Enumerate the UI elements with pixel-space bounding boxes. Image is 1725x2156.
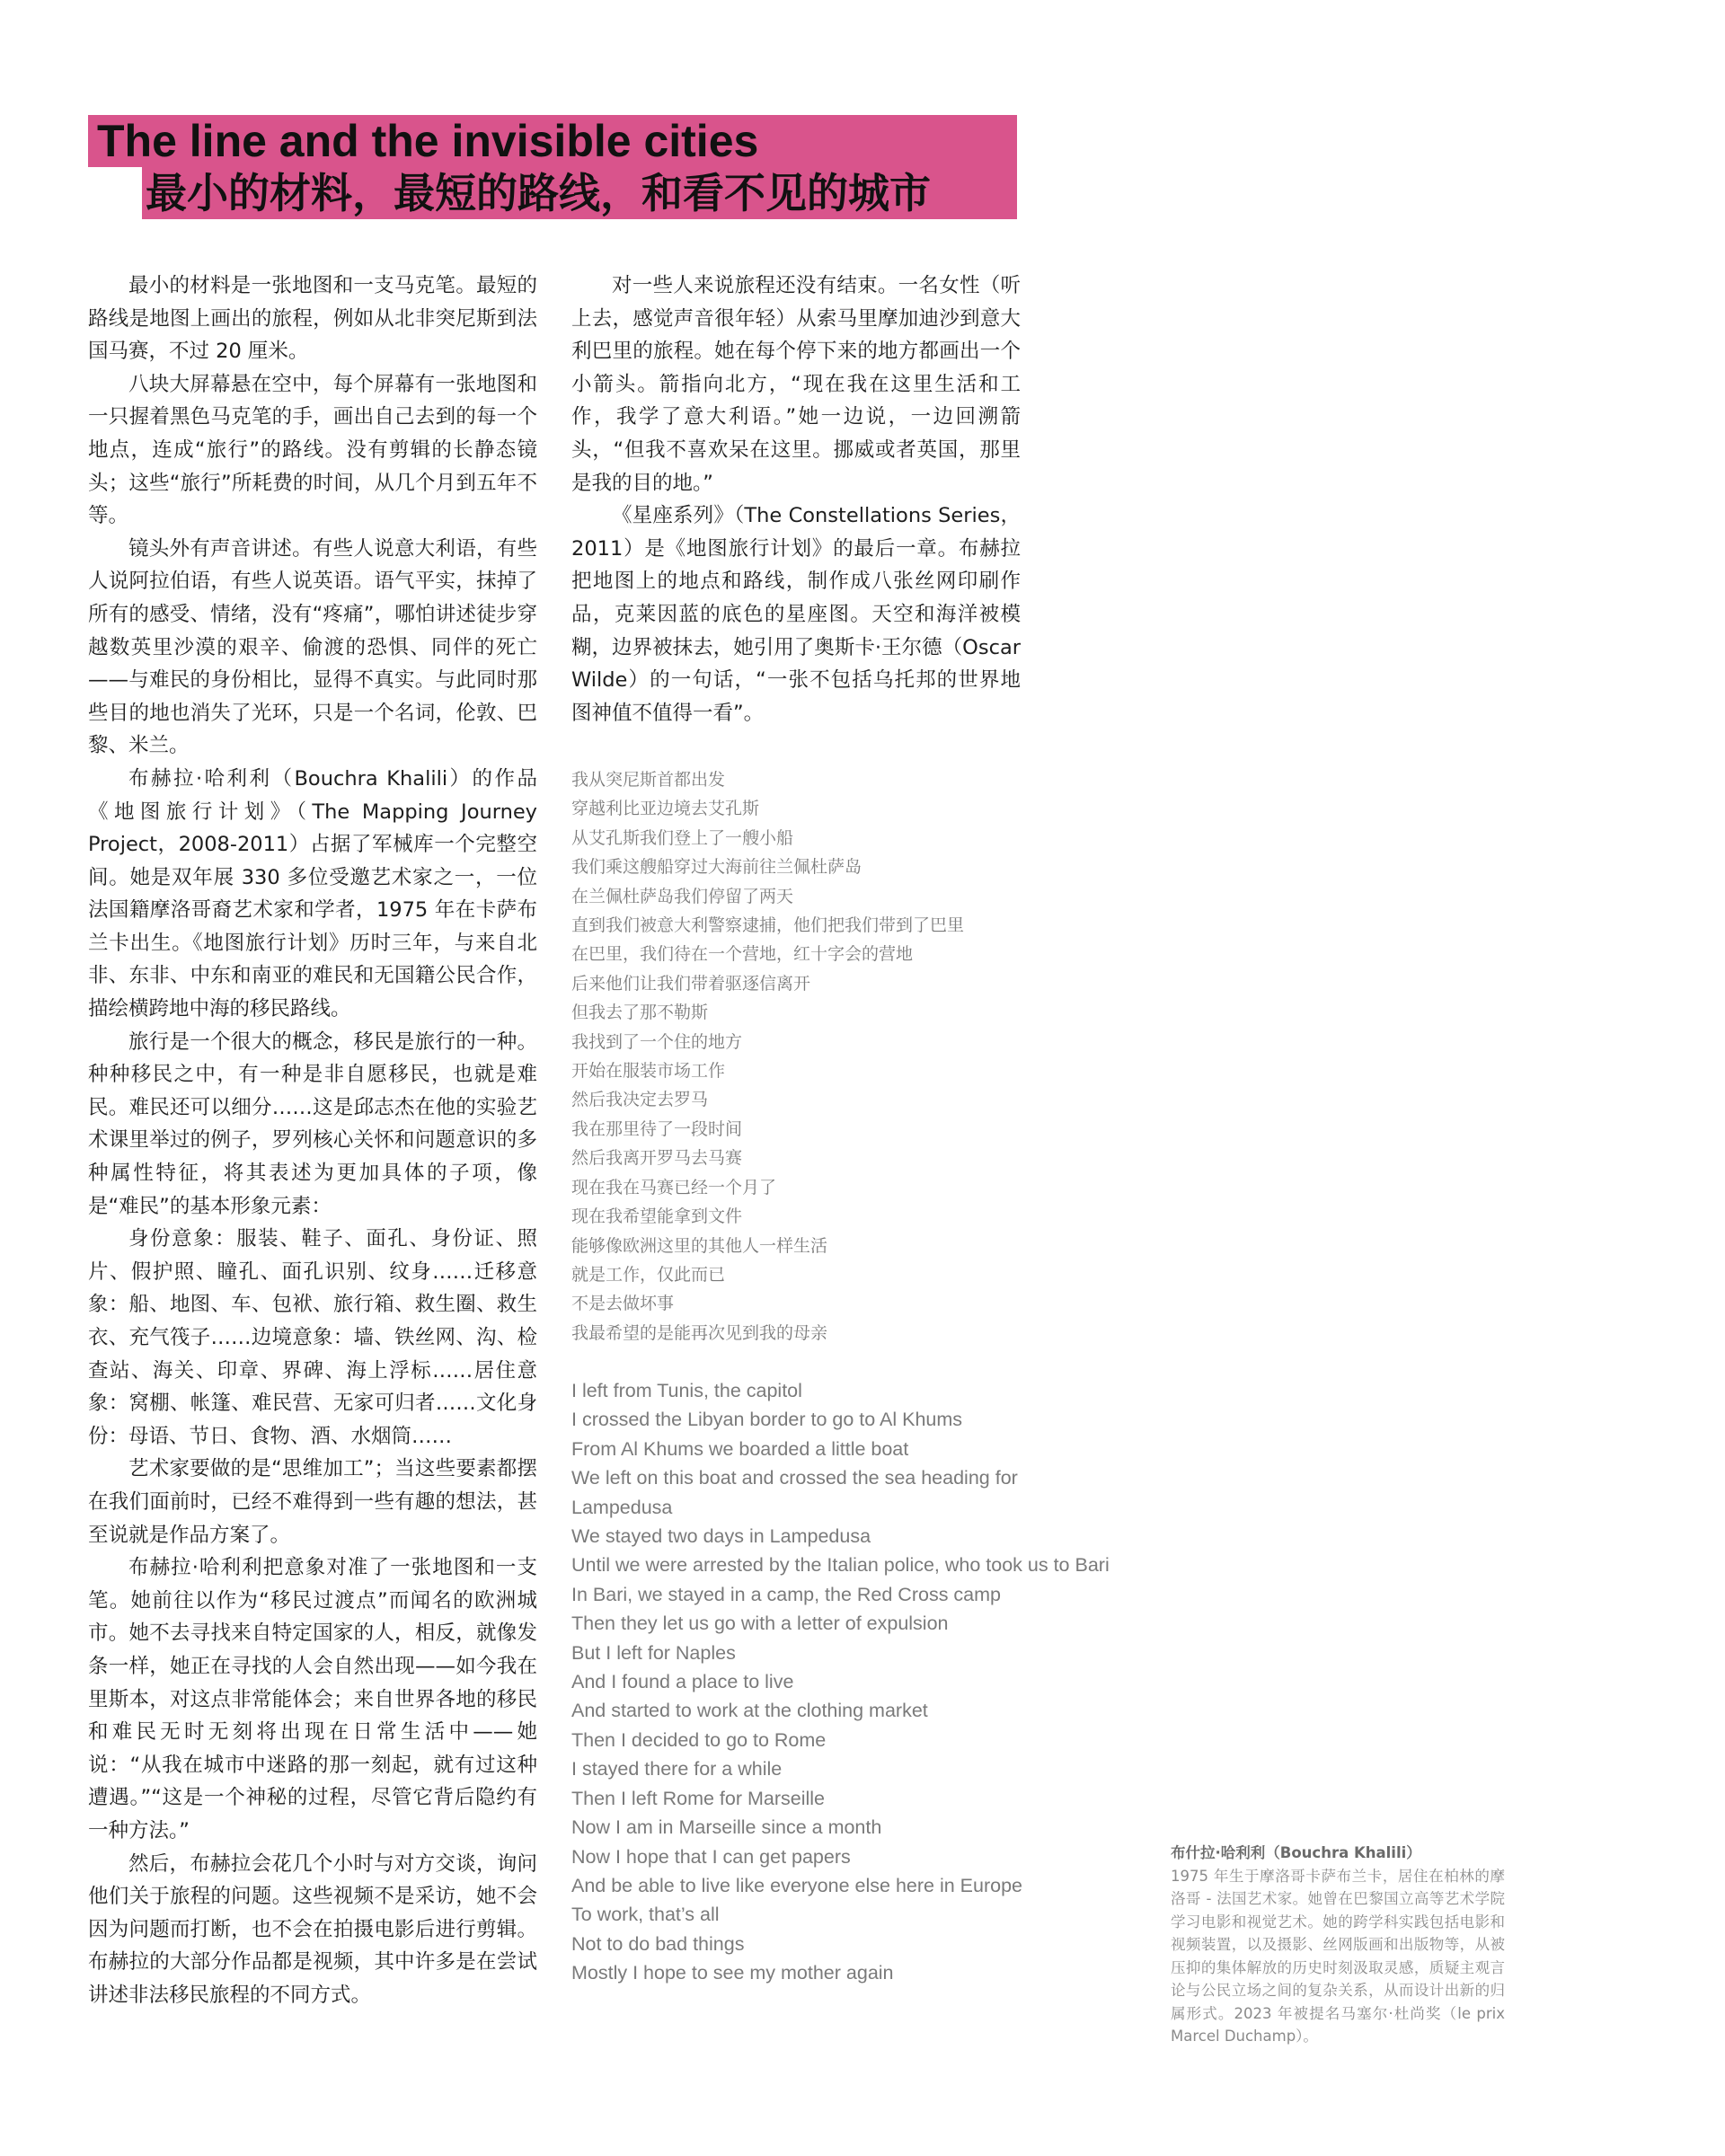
poem-line: 穿越利比亚边境去艾孔斯 — [571, 799, 760, 819]
paragraph: 布赫拉·哈利利把意象对准了一张地图和一支笔。她前往以作为“移民过渡点”而闻名的欧洲城市。她不去寻找来自特定国家的人，相反，就像发条一样，她正在寻找的人会自然出现——如今我在里斯本，对这点非常能体会；来自世界各地的移民和难民无时无刻将出现在日常生活中——她说：“从我在城市中迷路的那一刻起，就有过这种遭遇。”“这是一个神秘的过程，尽管它背后隐约有一种方法。” — [88, 1556, 537, 1842]
article-title — [88, 115, 1022, 219]
poem-line: And I found a place to live — [571, 1671, 794, 1693]
poem-line: 我从突尼斯首都出发 — [571, 770, 726, 790]
poem-line: Then I decided to go to Rome — [571, 1728, 827, 1751]
left-column — [88, 270, 537, 2011]
poem-line: 然后我离开罗马去马赛 — [571, 1148, 743, 1169]
poem-line: 我找到了一个住的地方 — [571, 1031, 743, 1052]
poem-line: Not to do bad things — [571, 1932, 745, 1955]
artist-bio — [1171, 1842, 1505, 2048]
poem-chinese — [571, 765, 1110, 1348]
poem-line: From Al Khums we boarded a little boat — [571, 1437, 909, 1460]
paragraph: 镜头外有声音讲述。有些人说意大利语，有些人说阿拉伯语，有些人说英语。语气平实，抹掉了所有的感受、情绪，没有“疼痛”，哪怕讲述徒步穿越数英里沙漠的艰辛、偷渡的恐惧、同伴的死亡——与难民的身份相比，显得不真实。与此同时那些目的地也消失了光环，只是一个名词，伦敦、巴黎、米兰。 — [88, 536, 537, 758]
poem-line: We left on this boat and crossed the sea heading for Lampedusa — [571, 1467, 1018, 1518]
poem-line: 能够像欧洲这里的其他人一样生活 — [571, 1235, 828, 1256]
poem-line: 开始在服装市场工作 — [571, 1061, 726, 1082]
poem-line: I left from Tunis, the capitol — [571, 1380, 802, 1401]
poem-line: In Bari, we stayed in a camp, the Red Cross camp — [571, 1583, 1001, 1605]
poem-line: 我最希望的是能再次见到我的母亲 — [571, 1322, 828, 1343]
poem-line: Then they let us go with a letter of expulsion — [571, 1613, 949, 1635]
paragraph: 然后，布赫拉会花几个小时与对方交谈，询问他们关于旅程的问题。这些视频不是采访，她不会因为问题而打断，也不会在拍摄电影后进行剪辑。布赫拉的大部分作品都是视频，其中许多是在尝试讲述非法移民旅程的不同方式。 — [88, 1851, 537, 2007]
paragraph: 最小的材料是一张地图和一支马克笔。最短的路线是地图上画出的旅程，例如从北非突尼斯到法国马赛，不过 20 厘米。 — [88, 274, 537, 364]
poem-line: 我们乘这艘船穿过大海前往兰佩杜萨岛 — [571, 857, 862, 878]
artist-bio-text: 1975 年生于摩洛哥卡萨布兰卡，居住在柏林的摩洛哥 - 法国艺术家。她曾在巴黎国立高等艺术学院学习电影和视觉艺术。她的跨学科实践包括电影和视频装置，以及摄影、丝网版画和出版物等，从被压抑的集体解放的历史时刻汲取灵感，质疑主观言论与公民立场之间的复杂关系，从而设计出新的归属形式。2023 年被提名马塞尔·杜尚奖（le prix Marcel Duchamp）。 — [1171, 1867, 1505, 2045]
poem-line: We stayed two days in Lampedusa — [571, 1525, 871, 1548]
paragraph: 身份意象：服装、鞋子、面孔、身份证、照片、假护照、瞳孔、面孔识别、纹身……迁移意象：船、地图、车、包袱、旅行箱、救生圈、救生衣、充气筏子……边境意象：墙、铁丝网、沟、检查站、海关、印章、界碑、海上浮标……居住意象：窝棚、帐篷、难民营、无家可归者……文化身份：母语、节日、食物、酒、水烟筒…… — [88, 1227, 537, 1448]
poem-line: 不是去做坏事 — [571, 1294, 675, 1314]
poem-english — [571, 1376, 1112, 1988]
poem-line: And be able to live like everyone else here in Europe — [571, 1874, 1022, 1896]
poem-line: Mostly I hope to see my mother again — [571, 1962, 894, 1984]
paragraph: 艺术家要做的是“思维加工”；当这些要素都摆在我们面前时，已经不难得到一些有趣的想法，甚至说就是作品方案了。 — [88, 1457, 537, 1547]
poem-line: Now I hope that I can get papers — [571, 1845, 851, 1868]
middle-column — [571, 270, 1021, 729]
poem-line: 我在那里待了一段时间 — [571, 1118, 743, 1139]
poem-line: I crossed the Libyan border to go to Al Khums — [571, 1409, 963, 1431]
poem-line: Until we were arrested by the Italian police, who took us to Bari — [571, 1554, 1110, 1577]
poem-line: 但我去了那不勒斯 — [571, 1003, 709, 1023]
poem-line: And started to work at the clothing market — [571, 1700, 928, 1722]
poem-line: 现在我在马赛已经一个月了 — [571, 1177, 777, 1197]
poem-line: Then I left Rome for Marseille — [571, 1787, 825, 1809]
paragraph: 布赫拉·哈利利（Bouchra Khalili）的作品《地图旅行计划》（The Mapping Journey Project，2008-2011）占据了军械库一个完整空间。她是双年展 330 多位受邀艺术家之一，一位法国籍摩洛哥裔艺术家和学者，1975 年在卡萨布兰卡出生。《地图旅行计划》历时三年，与来自北非、东非、中东和南亚的难民和无国籍公民合作，描绘横跨地中海的移民路线。 — [88, 766, 537, 1021]
poem-line: 现在我希望能拿到文件 — [571, 1206, 743, 1227]
poem-line: I stayed there for a while — [571, 1758, 783, 1780]
poem-line: To work, that’s all — [571, 1904, 720, 1926]
paragraph: 旅行是一个很大的概念，移民是旅行的一种。种种移民之中，有一种是非自愿移民，也就是难民。难民还可以细分……这是邱志杰在他的实验艺术课里举过的例子，罗列核心关怀和问题意识的多种属性特征，将其表述为更加具体的子项，像是“难民”的基本形象元素： — [88, 1029, 537, 1218]
poem-line: 在巴里，我们待在一个营地，红十字会的营地 — [571, 944, 914, 965]
poem-line: 从艾孔斯我们登上了一艘小船 — [571, 827, 794, 848]
poem-line: 后来他们让我们带着驱逐信离开 — [571, 973, 811, 994]
poem-line: 就是工作，仅此而已 — [571, 1264, 726, 1285]
title-chinese: 最小的材料，最短的路线，和看不见的城市 — [142, 167, 1017, 219]
poem-line: But I left for Naples — [571, 1641, 736, 1664]
poem-line: 直到我们被意大利警察逮捕，他们把我们带到了巴里 — [571, 915, 965, 936]
poem-line: Now I am in Marseille since a month — [571, 1816, 882, 1839]
paragraph: 对一些人来说旅程还没有结束。一名女性（听上去，感觉声音很年轻）从索马里摩加迪沙到意大利巴里的旅程。她在每个停下来的地方都画出一个小箭头。箭指向北方，“现在我在这里生活和工作，我学了意大利语。”她一边说，一边回溯箭头，“但我不喜欢呆在这里。挪威或者英国，那里是我的目的地。” — [571, 274, 1021, 495]
poem-line: 然后我决定去罗马 — [571, 1090, 709, 1110]
title-english: The line and the invisible cities — [88, 115, 1017, 167]
poem-line: 在兰佩杜萨岛我们停留了两天 — [571, 886, 794, 906]
paragraph: 八块大屏幕悬在空中，每个屏幕有一张地图和一只握着黑色马克笔的手，画出自己去到的每一个地点，连成“旅行”的路线。没有剪辑的长静态镜头；这些“旅行”所耗费的时间，从几个月到五年不等。 — [88, 372, 537, 528]
paragraph: 《星座系列》（The Constellations Series，2011）是《地图旅行计划》的最后一章。布赫拉把地图上的地点和路线，制作成八张丝网印刷作品，克莱因蓝的底色的星座图。天空和海洋被模糊，边界被抹去，她引用了奥斯卡·王尔德（Oscar Wilde）的一句话，“一张不包括乌托邦的世界地图神值不值得一看”。 — [571, 504, 1021, 725]
artist-name: 布什拉·哈利利（Bouchra Khalili） — [1171, 1844, 1421, 1861]
